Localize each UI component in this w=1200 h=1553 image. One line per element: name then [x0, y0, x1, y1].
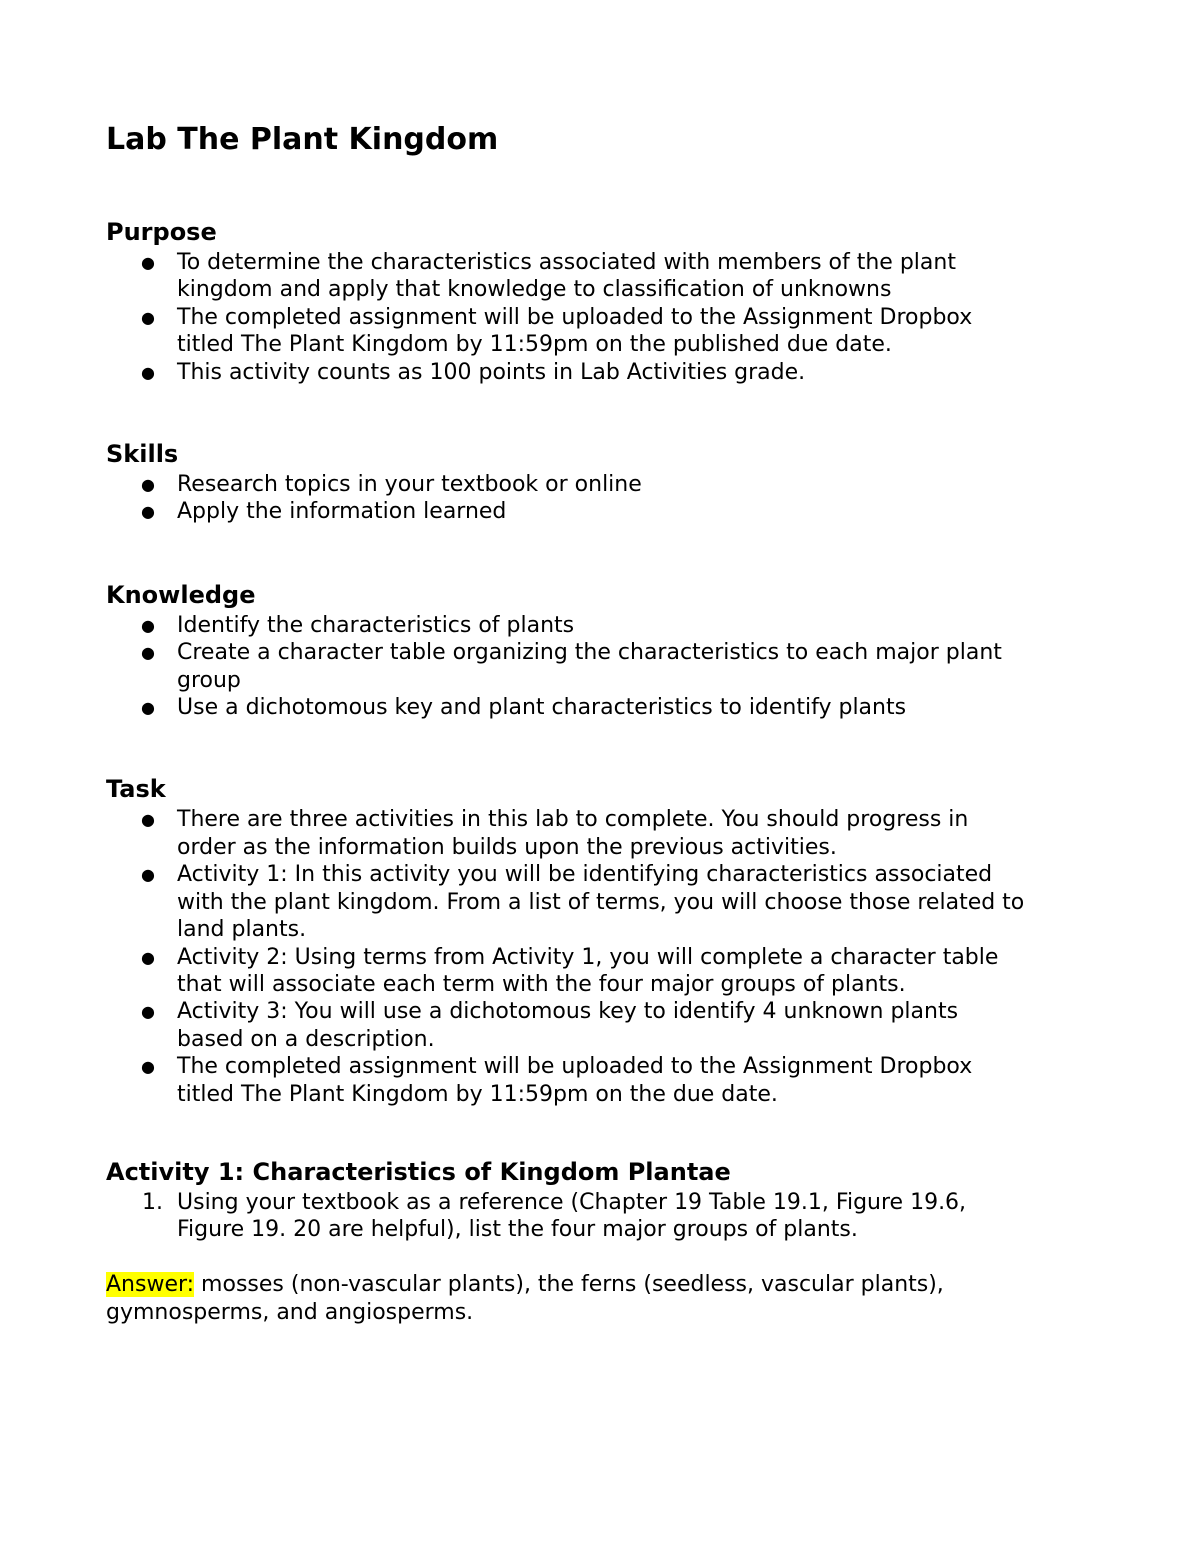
bullet-icon: ● [141, 643, 155, 663]
bullet-icon: ● [141, 698, 155, 718]
document-page [106, 120, 1106, 1327]
bullet-icon: ● [141, 947, 155, 967]
question-item: 1. Using your textbook as a reference (Chapter 19 Table 19.1, Figure 19.6, Figure 19. 20 are helpful), list the four major groups of plants. [142, 1189, 967, 1243]
purpose-list [106, 249, 1106, 386]
list-item: ● Research topics in your textbook or online [141, 472, 642, 498]
activity-1-questions [106, 1189, 1106, 1244]
bullet-icon: ● [141, 810, 155, 830]
section-heading-purpose: Purpose [106, 218, 217, 246]
section-heading-skills: Skills [106, 440, 179, 469]
list-item: ● Apply the information learned [141, 499, 507, 525]
answer-text: mosses (non-vascular plants), the ferns (seedless, vascular plants), [194, 1271, 944, 1297]
bullet-icon: ● [141, 253, 155, 272]
bullet-icon: ● [141, 865, 155, 885]
document-title: Lab The Plant Kingdom [106, 122, 499, 157]
list-item: ● Activity 3: You will use a dichotomous key to identify 4 unknown plants based on a description. [141, 999, 959, 1052]
bullet-icon: ● [141, 502, 155, 522]
section-heading-task: Task [106, 775, 166, 804]
task-list [106, 806, 1106, 1107]
list-item: ● Use a dichotomous key and plant characteristics to identify plants [141, 695, 907, 721]
list-item: ● Activity 1: In this activity you will be identifying characteristics associated with the plant kingdom. From a list of terms, you will choose those related to land plants. [141, 862, 1025, 943]
list-item: ● There are three activities in this lab to complete. You should progress in order as the information builds upon the previous activities. [141, 807, 969, 860]
answer-block [106, 1271, 1106, 1327]
list-item: ● The completed assignment will be uploaded to the Assignment Dropbox titled The Plant Kingdom by 11:59pm on the due date. [141, 1054, 973, 1107]
bullet-icon: ● [141, 1002, 155, 1022]
skills-list [106, 471, 1106, 526]
list-item: ● This activity counts as 100 points in Lab Activities grade. [141, 359, 806, 385]
list-item: ● To determine the characteristics associated with members of the plant kingdom and apply that knowledge to classification of unknowns [141, 250, 956, 303]
answer-text: gymnosperms, and angiosperms. [106, 1299, 474, 1325]
answer-label: Answer: [106, 1271, 195, 1297]
bullet-icon: ● [141, 362, 155, 382]
section-heading-activity-1: Activity 1: Characteristics of Kingdom Plantae [106, 1157, 731, 1186]
bullet-icon: ● [141, 1057, 155, 1077]
question-number: 1. [142, 1189, 163, 1215]
list-item: ● Identify the characteristics of plants [141, 612, 575, 638]
knowledge-list [106, 612, 1106, 722]
list-item: ● The completed assignment will be uploaded to the Assignment Dropbox titled The Plant Kingdom by 11:59pm on the published due date. [141, 304, 973, 358]
list-item: ● Create a character table organizing the characteristics to each major plant group [141, 640, 1002, 693]
list-item: ● Activity 2: Using terms from Activity 1, you will complete a character table that will associate each term with the four major groups of plants. [141, 944, 999, 997]
bullet-icon: ● [141, 475, 155, 495]
section-heading-knowledge: Knowledge [106, 580, 256, 609]
bullet-icon: ● [141, 615, 155, 635]
bullet-icon: ● [141, 307, 155, 327]
